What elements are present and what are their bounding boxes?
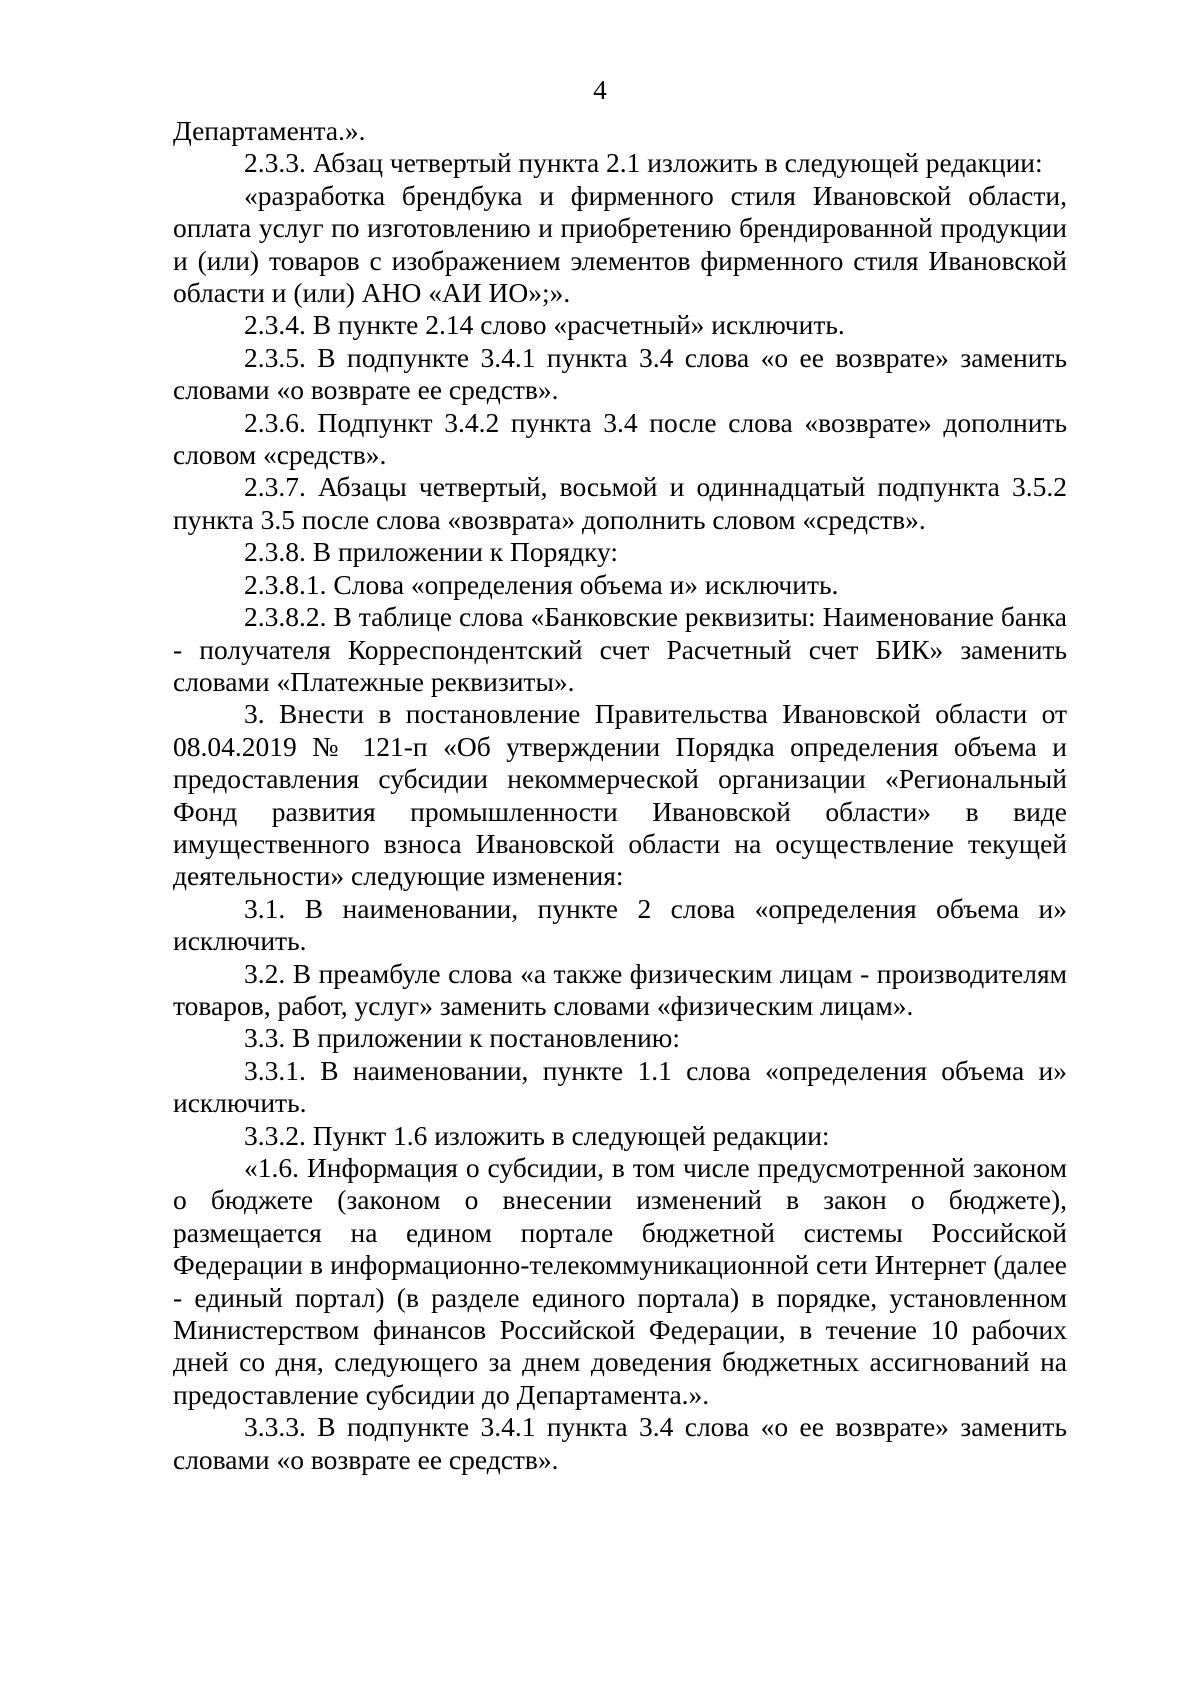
paragraph: 3. Внести в постановление Правительства Ивановской области от 08.04.2019 № 121-п «Об утверждении Порядка определения объема и предоставления субсидии некоммерческой организации «Региональный Фонд развития промышленности Ивановской области» в виде имущественного взноса Ивановской области на осуществление текущей деятельности» следующие изменения: <box>173 698 1067 892</box>
paragraph: 2.3.5. В подпункте 3.4.1 пункта 3.4 слова «о ее возврате» заменить словами «о возврате ее средств». <box>173 341 1067 406</box>
paragraph: 3.3. В приложении к постановлению: <box>244 1022 680 1054</box>
document-body <box>173 115 1067 1476</box>
paragraph: 2.3.4. В пункте 2.14 слово «расчетный» исключить. <box>244 309 845 341</box>
paragraph: 2.3.7. Абзацы четвертый, восьмой и одиннадцатый подпункта 3.5.2 пункта 3.5 после слова «возврата» дополнить словом «средств». <box>173 471 1067 535</box>
page-number: 4 <box>593 74 607 105</box>
paragraph: 2.3.3. Абзац четвертый пункта 2.1 изложить в следующей редакции: <box>244 147 1043 179</box>
paragraph: 2.3.8. В приложении к Порядку: <box>244 536 619 568</box>
paragraph: 3.3.3. В подпункте 3.4.1 пункта 3.4 слова «о ее возврате» заменить словами «о возврате ее средств». <box>173 1411 1067 1475</box>
paragraph: 3.3.1. В наименовании, пункте 1.1 слова «определения объема и» исключить. <box>173 1054 1067 1119</box>
paragraph: «разработка брендбука и фирменного стиля Ивановской области, оплата услуг по изготовлению и приобретению брендированной продукции и (или) товаров с изображением элементов фирменного стиля Ивановской области и (или) АНО «АИ ИО»;». <box>173 179 1067 309</box>
paragraph: 3.1. В наименовании, пункте 2 слова «определения объема и» исключить. <box>173 892 1067 957</box>
paragraph: 2.3.8.2. В таблице слова «Банковские реквизиты: Наименование банка - получателя Корреспондентский счет Расчетный счет БИК» заменить словами «Платежные реквизиты». <box>173 601 1067 697</box>
paragraph: 2.3.8.1. Слова «определения объема и» исключить. <box>244 568 839 600</box>
paragraph: 3.2. В преамбуле слова «а также физическим лицам - производителям товаров, работ, услуг» заменить словами «физическим лицам». <box>173 957 1067 1021</box>
paragraph: 3.3.2. Пункт 1.6 изложить в следующей редакции: <box>244 1119 830 1151</box>
paragraph: 2.3.6. Подпункт 3.4.2 пункта 3.4 после слова «возврате» дополнить словом «средств». <box>173 406 1067 471</box>
paragraph: Департамента.». <box>173 115 366 146</box>
paragraph: «1.6. Информация о субсидии, в том числе предусмотренной законом о бюджете (законом о внесении изменений в закон о бюджете), размещается на едином портале бюджетной системы Российской Федерации в информационно-телекоммуникационной сети Интернет (далее - единый портал) (в разделе единого портала) в порядке, установленном Министерством финансов Российской Федерации, в течение 10 рабочих дней со дня, следующего за днем доведения бюджетных ассигнований на предоставление субсидии до Департамента.». <box>173 1152 1067 1410</box>
